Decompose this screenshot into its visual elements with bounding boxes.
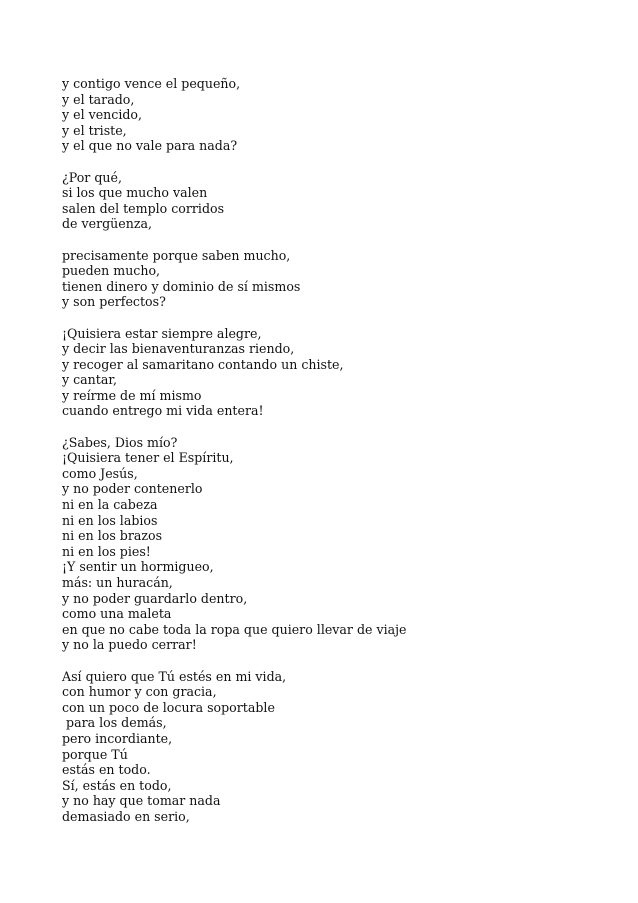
stanza-6 (62, 669, 622, 825)
poem-line: pero incordiante, (62, 730, 173, 746)
poem-line: y no la puedo cerrar! (62, 637, 197, 653)
poem-line: como una maleta (62, 606, 172, 622)
poem-line: ni en los labios (62, 512, 158, 528)
poem-line: y reírme de mí mismo (62, 387, 202, 403)
poem-line: porque Tú (62, 746, 128, 762)
poem-line: y son perfectos? (62, 294, 166, 310)
poem-line: para los demás, (62, 715, 167, 731)
poem-line: y el vencido, (62, 107, 143, 123)
stanza-3 (62, 248, 622, 310)
poem-line: Así quiero que Tú estés en mi vida, (62, 668, 287, 684)
stanza-5 (62, 435, 622, 653)
poem-text (62, 76, 622, 825)
poem-line: y el tarado, (62, 91, 135, 107)
poem-line: de vergüenza, (62, 216, 152, 232)
poem-line: en que no cabe toda la ropa que quiero llevar de viaje (62, 621, 407, 637)
poem-line: y el que no vale para nada? (62, 138, 238, 154)
poem-line: y cantar, (62, 372, 117, 388)
stanza-4 (62, 326, 622, 420)
poem-line: y decir las bienaventuranzas riendo, (62, 341, 295, 357)
poem-line: con humor y con gracia, (62, 684, 217, 700)
poem-line: ¡Quisiera tener el Espíritu, (62, 450, 234, 466)
poem-line: y no poder contenerlo (62, 481, 203, 497)
stanza-2 (62, 170, 622, 232)
poem-line: cuando entrego mi vida entera! (62, 403, 264, 419)
poem-line: como Jesús, (62, 465, 138, 481)
poem-line: ¡Y sentir un hormigueo, (62, 559, 214, 575)
poem-line: demasiado en serio, (62, 808, 190, 824)
poem-line: Sí, estás en todo, (62, 777, 172, 793)
poem-line: y no hay que tomar nada (62, 793, 221, 809)
poem-line: si los que mucho valen (62, 185, 208, 201)
poem-line: salen del templo corridos (62, 200, 225, 216)
poem-line: con un poco de locura soportable (62, 699, 275, 715)
poem-line: ¿Por qué, (62, 169, 122, 185)
poem-line: ni en los brazos (62, 528, 163, 544)
poem-line: precisamente porque saben mucho, (62, 247, 291, 263)
stanza-1 (62, 76, 622, 154)
poem-line: estás en todo. (62, 762, 151, 778)
poem-line: y el triste, (62, 122, 127, 138)
poem-line: tienen dinero y dominio de sí mismos (62, 278, 301, 294)
poem-line: ¿Sabes, Dios mío? (62, 434, 178, 450)
poem-line: más: un huracán, (62, 575, 173, 590)
poem-line: ni en la cabeza (62, 497, 158, 513)
poem-line: y contigo vence el pequeño, (62, 76, 241, 91)
poem-line: y recoger al samaritano contando un chiste, (62, 356, 344, 372)
poem-line: pueden mucho, (62, 263, 161, 279)
poem-line: y no poder guardarlo dentro, (62, 590, 248, 606)
poem-line: ni en los pies! (62, 543, 151, 559)
poem-line: ¡Quisiera estar siempre alegre, (62, 325, 262, 341)
